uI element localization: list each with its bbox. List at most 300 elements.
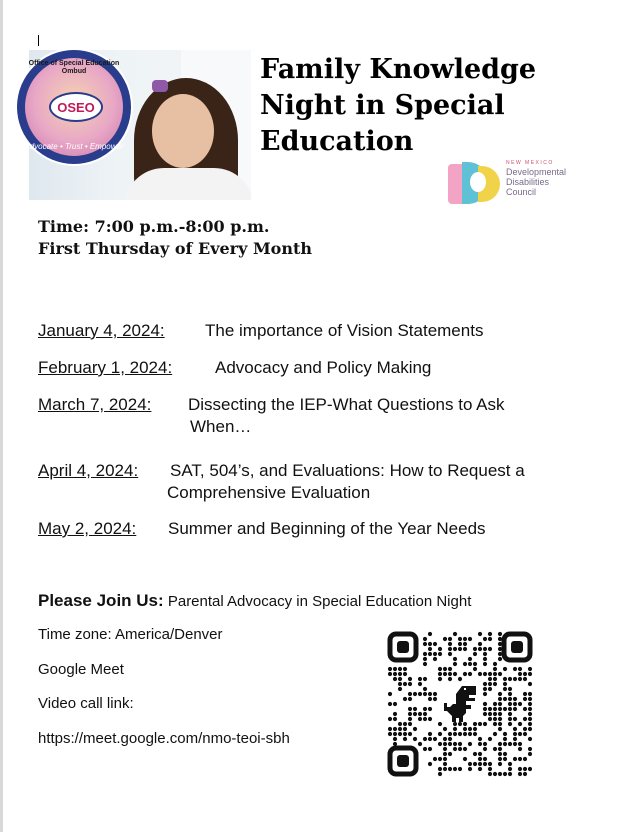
qr-module xyxy=(473,662,477,666)
qr-module xyxy=(508,687,512,691)
time-block xyxy=(38,216,312,260)
qr-module xyxy=(433,642,437,646)
qr-module xyxy=(423,692,427,696)
qr-module xyxy=(423,642,427,646)
qr-module xyxy=(418,717,422,721)
qr-module xyxy=(448,637,452,641)
qr-module xyxy=(473,752,477,756)
qr-module xyxy=(483,712,487,716)
qr-module xyxy=(473,652,477,656)
join-event: Parental Advocacy in Special Education Night xyxy=(167,593,472,610)
qr-module xyxy=(498,727,502,731)
qr-module xyxy=(463,642,467,646)
qr-module xyxy=(508,722,512,726)
qr-module xyxy=(478,752,482,756)
qr-module xyxy=(523,697,527,701)
qr-module xyxy=(513,732,517,736)
qr-module xyxy=(528,722,532,726)
qr-module xyxy=(428,632,432,636)
qr-module xyxy=(418,742,422,746)
qr-module xyxy=(448,672,452,676)
qr-module xyxy=(458,742,462,746)
qr-module xyxy=(393,672,397,676)
schedule-date: May 2, 2024: xyxy=(38,519,137,538)
qr-module xyxy=(528,682,532,686)
ddc-logo xyxy=(448,162,588,206)
qr-module xyxy=(483,747,487,751)
ddc-line2: Disabilities xyxy=(506,177,550,187)
qr-module xyxy=(523,677,527,681)
qr-module xyxy=(518,747,522,751)
qr-module xyxy=(393,667,397,671)
qr-module xyxy=(523,772,527,776)
qr-module xyxy=(523,707,527,711)
qr-module xyxy=(528,707,532,711)
qr-module xyxy=(523,692,527,696)
qr-module xyxy=(398,727,402,731)
qr-module xyxy=(468,672,472,676)
qr-module xyxy=(423,737,427,741)
qr-module xyxy=(488,767,492,771)
qr-module xyxy=(438,722,442,726)
qr-module xyxy=(403,697,407,701)
qr-module xyxy=(428,697,432,701)
schedule-topic: Advocacy and Policy Making xyxy=(215,358,432,377)
qr-module xyxy=(463,647,467,651)
qr-module xyxy=(443,737,447,741)
qr-module xyxy=(493,712,497,716)
qr-module xyxy=(423,707,427,711)
qr-module xyxy=(458,767,462,771)
qr-module xyxy=(473,647,477,651)
qr-module xyxy=(413,712,417,716)
qr-module xyxy=(408,682,412,686)
link-label: Video call link: xyxy=(38,695,134,712)
qr-module xyxy=(398,677,402,681)
qr-module xyxy=(418,692,422,696)
qr-module xyxy=(498,652,502,656)
qr-module xyxy=(508,717,512,721)
schedule-item xyxy=(38,320,484,342)
qr-module xyxy=(433,757,437,761)
qr-module xyxy=(513,677,517,681)
qr-module xyxy=(403,682,407,686)
qr-module xyxy=(468,762,472,766)
qr-module xyxy=(483,722,487,726)
ddc-line3: Council xyxy=(506,187,537,197)
qr-module xyxy=(498,722,502,726)
qr-module xyxy=(428,652,432,656)
time-recurrence: First Thursday of Every Month xyxy=(38,239,312,258)
ddc-state: NEW MEXICO xyxy=(506,160,554,166)
qr-module xyxy=(483,647,487,651)
qr-module xyxy=(488,707,492,711)
qr-module xyxy=(443,672,447,676)
schedule-date: April 4, 2024: xyxy=(38,461,139,480)
qr-module xyxy=(493,682,497,686)
qr-module xyxy=(403,672,407,676)
qr-module xyxy=(478,757,482,761)
qr-module xyxy=(523,757,527,761)
qr-module xyxy=(483,682,487,686)
qr-module xyxy=(393,727,397,731)
qr-module xyxy=(483,757,487,761)
qr-module xyxy=(433,692,437,696)
qr-module xyxy=(513,742,517,746)
qr-module xyxy=(503,752,507,756)
time-hours: Time: 7:00 p.m.-8:00 p.m. xyxy=(38,217,270,236)
qr-module xyxy=(493,672,497,676)
qr-module xyxy=(513,727,517,731)
qr-module xyxy=(458,637,462,641)
qr-module xyxy=(483,692,487,696)
qr-module xyxy=(423,747,427,751)
qr-module xyxy=(428,642,432,646)
qr-module xyxy=(503,742,507,746)
qr-module xyxy=(448,642,452,646)
qr-module xyxy=(498,657,502,661)
qr-module xyxy=(518,742,522,746)
qr-module xyxy=(508,767,512,771)
qr-module xyxy=(483,702,487,706)
qr-module xyxy=(433,697,437,701)
qr-module xyxy=(393,717,397,721)
qr-module xyxy=(423,657,427,661)
qr-module xyxy=(513,737,517,741)
qr-module xyxy=(423,687,427,691)
qr-code-icon[interactable] xyxy=(386,630,534,778)
qr-module xyxy=(523,767,527,771)
qr-module xyxy=(528,717,532,721)
qr-module xyxy=(388,727,392,731)
qr-module xyxy=(418,712,422,716)
qr-module xyxy=(413,727,417,731)
qr-module xyxy=(458,747,462,751)
qr-module xyxy=(493,722,497,726)
qr-module xyxy=(488,687,492,691)
qr-module xyxy=(493,772,497,776)
qr-module xyxy=(398,682,402,686)
qr-module xyxy=(433,652,437,656)
qr-module xyxy=(498,632,502,636)
page-edge xyxy=(0,0,3,832)
qr-module xyxy=(393,732,397,736)
qr-module xyxy=(443,727,447,731)
qr-module xyxy=(438,672,442,676)
qr-module xyxy=(513,707,517,711)
qr-module xyxy=(453,727,457,731)
qr-module xyxy=(498,762,502,766)
qr-module xyxy=(503,732,507,736)
qr-module xyxy=(463,662,467,666)
qr-module xyxy=(408,717,412,721)
qr-module xyxy=(498,742,502,746)
qr-module xyxy=(473,732,477,736)
qr-module xyxy=(408,707,412,711)
qr-module xyxy=(408,697,412,701)
qr-module xyxy=(513,702,517,706)
schedule-topic: SAT, 504’s, and Evaluations: How to Request a xyxy=(170,461,525,480)
qr-module xyxy=(478,647,482,651)
qr-module xyxy=(448,767,452,771)
qr-module xyxy=(468,732,472,736)
qr-module xyxy=(483,652,487,656)
qr-module xyxy=(438,652,442,656)
qr-module xyxy=(448,667,452,671)
qr-module xyxy=(423,652,427,656)
qr-module xyxy=(528,752,532,756)
qr-module xyxy=(483,687,487,691)
qr-module xyxy=(453,747,457,751)
qr-module xyxy=(508,702,512,706)
qr-module xyxy=(433,737,437,741)
qr-module xyxy=(438,757,442,761)
qr-module xyxy=(528,712,532,716)
qr-module xyxy=(503,772,507,776)
qr-module xyxy=(478,762,482,766)
qr-module xyxy=(483,637,487,641)
qr-module xyxy=(438,772,442,776)
qr-module xyxy=(468,637,472,641)
qr-module xyxy=(468,662,472,666)
qr-module xyxy=(488,682,492,686)
meet-link[interactable]: https://meet.google.com/nmo-teoi-sbh xyxy=(38,730,290,747)
qr-module xyxy=(438,742,442,746)
qr-module xyxy=(498,717,502,721)
qr-module xyxy=(398,667,402,671)
qr-module xyxy=(388,717,392,721)
qr-module xyxy=(393,677,397,681)
qr-module xyxy=(468,657,472,661)
qr-module xyxy=(453,732,457,736)
qr-module xyxy=(518,732,522,736)
qr-module xyxy=(498,747,502,751)
qr-module xyxy=(438,677,442,681)
qr-module xyxy=(453,722,457,726)
qr-module xyxy=(478,742,482,746)
qr-module xyxy=(483,672,487,676)
logo-center-text: OSEO xyxy=(49,92,103,122)
qr-module xyxy=(393,737,397,741)
qr-module xyxy=(503,667,507,671)
qr-module xyxy=(453,632,457,636)
qr-module xyxy=(408,722,412,726)
qr-module xyxy=(403,732,407,736)
qr-module xyxy=(518,772,522,776)
qr-module xyxy=(513,717,517,721)
qr-module xyxy=(513,697,517,701)
qr-module xyxy=(518,672,522,676)
qr-module xyxy=(488,637,492,641)
ddc-line1: Developmental xyxy=(506,167,567,177)
schedule-topic: The importance of Vision Statements xyxy=(205,321,484,340)
qr-module xyxy=(493,717,497,721)
qr-module xyxy=(428,732,432,736)
qr-module xyxy=(448,752,452,756)
qr-module xyxy=(518,757,522,761)
qr-finder-top-left xyxy=(390,634,416,660)
ddc-mark-icon xyxy=(448,162,502,204)
qr-module xyxy=(388,667,392,671)
qr-module xyxy=(498,707,502,711)
qr-module xyxy=(483,742,487,746)
qr-module xyxy=(473,727,477,731)
qr-module xyxy=(488,772,492,776)
qr-module xyxy=(443,667,447,671)
qr-module xyxy=(498,702,502,706)
qr-module xyxy=(448,652,452,656)
qr-module xyxy=(503,682,507,686)
qr-module xyxy=(478,767,482,771)
qr-module xyxy=(453,662,457,666)
schedule-date: January 4, 2024: xyxy=(38,321,165,340)
qr-module xyxy=(498,752,502,756)
qr-module xyxy=(388,692,392,696)
qr-module xyxy=(443,742,447,746)
qr-module xyxy=(498,637,502,641)
qr-module xyxy=(523,732,527,736)
qr-module xyxy=(428,707,432,711)
qr-module xyxy=(463,672,467,676)
qr-module xyxy=(493,662,497,666)
qr-module xyxy=(493,747,497,751)
qr-module xyxy=(528,672,532,676)
qr-module xyxy=(518,677,522,681)
qr-module xyxy=(478,737,482,741)
qr-module xyxy=(523,727,527,731)
qr-module xyxy=(483,762,487,766)
qr-module xyxy=(528,727,532,731)
qr-module xyxy=(478,672,482,676)
qr-module xyxy=(388,702,392,706)
qr-module xyxy=(488,737,492,741)
qr-module xyxy=(488,672,492,676)
qr-module xyxy=(508,762,512,766)
qr-module xyxy=(388,732,392,736)
qr-module xyxy=(483,707,487,711)
qr-module xyxy=(493,677,497,681)
qr-module xyxy=(473,667,477,671)
qr-module xyxy=(528,737,532,741)
qr-module xyxy=(423,637,427,641)
qr-module xyxy=(458,647,462,651)
qr-module xyxy=(528,747,532,751)
qr-module xyxy=(458,732,462,736)
qr-module xyxy=(463,732,467,736)
qr-module xyxy=(418,682,422,686)
qr-module xyxy=(443,762,447,766)
qr-module xyxy=(438,647,442,651)
dinosaur-icon xyxy=(438,682,482,722)
qr-module xyxy=(453,647,457,651)
qr-module xyxy=(403,727,407,731)
qr-module xyxy=(413,737,417,741)
qr-module xyxy=(508,707,512,711)
qr-module xyxy=(448,647,452,651)
qr-module xyxy=(478,722,482,726)
schedule-item xyxy=(38,357,432,379)
platform-text: Google Meet xyxy=(38,661,124,678)
qr-module xyxy=(483,662,487,666)
qr-module xyxy=(488,677,492,681)
qr-module xyxy=(448,742,452,746)
qr-module xyxy=(488,647,492,651)
qr-module xyxy=(418,677,422,681)
qr-module xyxy=(403,722,407,726)
join-lead: Please Join Us: xyxy=(38,591,164,610)
qr-module xyxy=(438,667,442,671)
qr-module xyxy=(433,657,437,661)
qr-module xyxy=(443,757,447,761)
schedule-topic-continued: Comprehensive Evaluation xyxy=(167,483,371,502)
qr-module xyxy=(458,677,462,681)
qr-module xyxy=(503,757,507,761)
qr-module xyxy=(453,657,457,661)
qr-module xyxy=(468,767,472,771)
qr-module xyxy=(508,712,512,716)
qr-module xyxy=(393,742,397,746)
qr-module xyxy=(498,647,502,651)
qr-module xyxy=(518,767,522,771)
schedule-item xyxy=(38,460,525,502)
text-cursor xyxy=(38,35,39,46)
qr-module xyxy=(408,712,412,716)
schedule-topic: Dissecting the IEP-What Questions to Ask xyxy=(188,395,505,414)
qr-module xyxy=(503,707,507,711)
qr-module xyxy=(488,712,492,716)
schedule-item xyxy=(38,518,486,540)
qr-module xyxy=(493,667,497,671)
qr-module xyxy=(463,722,467,726)
qr-module xyxy=(493,707,497,711)
qr-module xyxy=(453,767,457,771)
qr-module xyxy=(503,677,507,681)
qr-module xyxy=(488,762,492,766)
qr-module xyxy=(518,667,522,671)
qr-module xyxy=(428,717,432,721)
qr-module xyxy=(528,692,532,696)
qr-module xyxy=(478,632,482,636)
qr-module xyxy=(528,767,532,771)
qr-module xyxy=(458,642,462,646)
qr-module xyxy=(463,727,467,731)
qr-module xyxy=(408,732,412,736)
logo-top-text: Office of Special Education Ombud xyxy=(28,60,120,75)
qr-module xyxy=(438,732,442,736)
qr-module xyxy=(528,702,532,706)
qr-module xyxy=(398,687,402,691)
qr-module xyxy=(448,732,452,736)
qr-module xyxy=(423,662,427,666)
qr-module xyxy=(468,727,472,731)
qr-module xyxy=(498,672,502,676)
qr-module xyxy=(493,732,497,736)
schedule-date: March 7, 2024: xyxy=(38,395,152,414)
qr-module xyxy=(463,637,467,641)
qr-module xyxy=(498,642,502,646)
qr-module xyxy=(473,722,477,726)
page-title: Family Knowledge Night in Special Education xyxy=(260,54,537,157)
join-line xyxy=(38,590,471,613)
logo-motto: Advocate • Trust • Empower xyxy=(24,142,124,151)
qr-module xyxy=(493,702,497,706)
qr-module xyxy=(508,677,512,681)
qr-module xyxy=(498,757,502,761)
qr-module xyxy=(443,767,447,771)
qr-module xyxy=(508,692,512,696)
qr-module xyxy=(403,667,407,671)
qr-module xyxy=(443,747,447,751)
